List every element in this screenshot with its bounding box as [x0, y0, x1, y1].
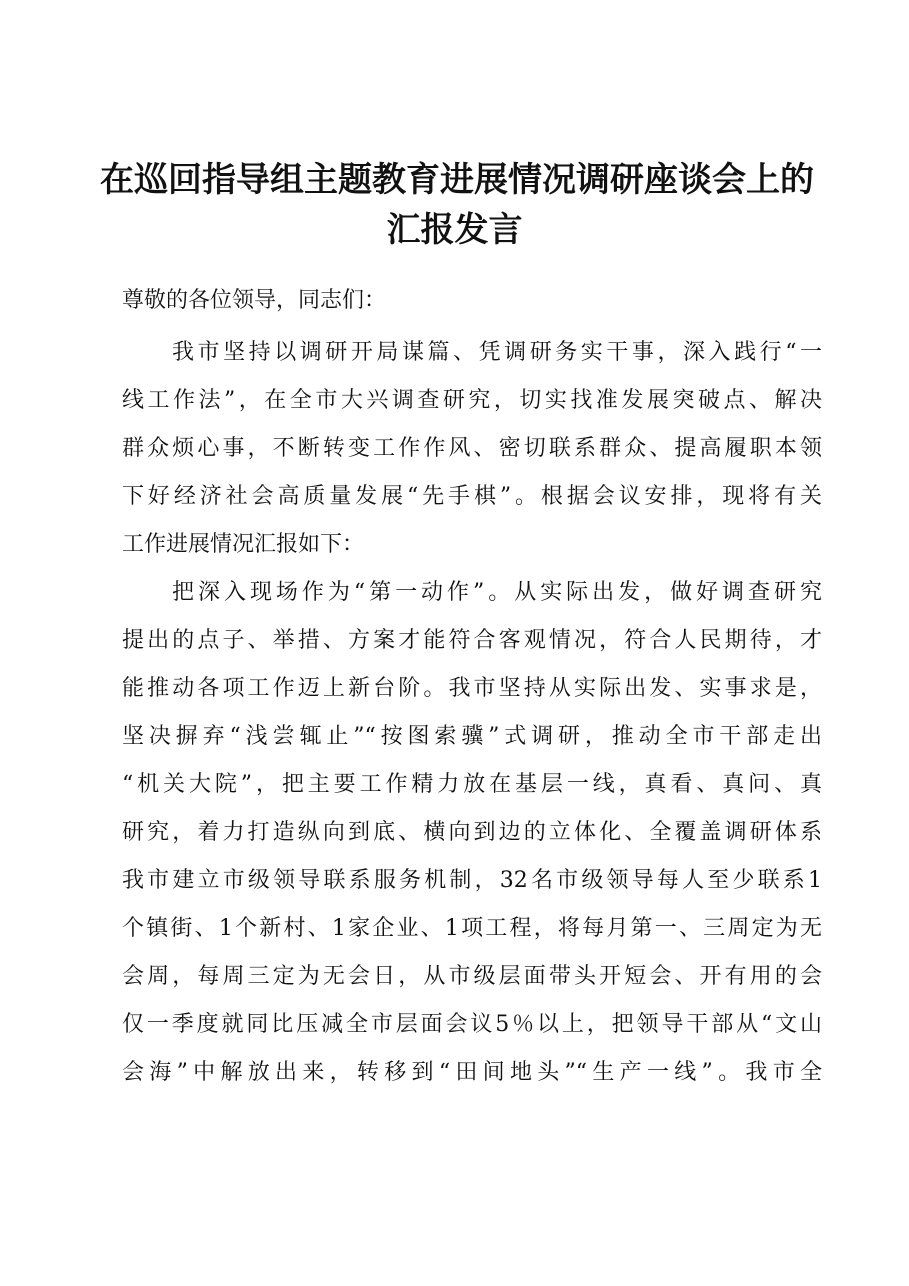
paragraph-2-line-3: 能推动各项工作迈上新台阶。我市坚持从实际出发、实事求是，: [122, 676, 822, 701]
paragraph-2-line-7: 我市建立市级领导联系服务机制，32名市级领导每人至少联系1: [122, 868, 822, 893]
document-title-line-1: 在巡回指导组主题教育进展情况调研座谈会上的: [100, 160, 814, 200]
paragraph-2-line-10: 仅一季度就同比压减全市层面会议5％以上，把领导干部从“文山: [122, 1012, 822, 1037]
paragraph-2-line-11: 会海”中解放出来，转移到“田间地头”“生产一线”。我市全: [122, 1060, 822, 1085]
paragraph-2-line-6: 研究，着力打造纵向到底、横向到边的立体化、全覆盖调研体系: [122, 820, 822, 845]
paragraph-1-line-1: 我市坚持以调研开局谋篇、凭调研务实干事，深入践行“一: [172, 340, 822, 365]
paragraph-2-line-8: 个镇街、1个新村、1家企业、1项工程，将每月第一、三周定为无: [122, 916, 822, 941]
paragraph-2-line-9: 会周，每周三定为无会日，从市级层面带头开短会、开有用的会: [122, 964, 822, 989]
paragraph-1-line-4: 下好经济社会高质量发展“先手棋”。根据会议安排，现将有关: [122, 484, 822, 509]
paragraph-2-line-2: 提出的点子、举措、方案才能符合客观情况，符合人民期待，才: [122, 628, 822, 653]
paragraph-2-line-5: “机关大院”，把主要工作精力放在基层一线，真看、真问、真: [122, 772, 822, 797]
paragraph-1-line-5: 工作进展情况汇报如下：: [122, 532, 365, 557]
paragraph-2-line-4: 坚决摒弃“浅尝辄止”“按图索骥”式调研，推动全市干部走出: [122, 724, 822, 749]
document-title-line-2: 汇报发言: [386, 210, 523, 250]
salutation: 尊敬的各位领导，同志们：: [122, 288, 387, 313]
paragraph-1-line-3: 群众烦心事，不断转变工作作风、密切联系群众、提高履职本领: [122, 436, 822, 461]
paragraph-1-line-2: 线工作法”，在全市大兴调查研究，切实找准发展突破点、解决: [122, 388, 822, 413]
paragraph-2-line-1: 把深入现场作为“第一动作”。从实际出发，做好调查研究: [172, 580, 822, 605]
